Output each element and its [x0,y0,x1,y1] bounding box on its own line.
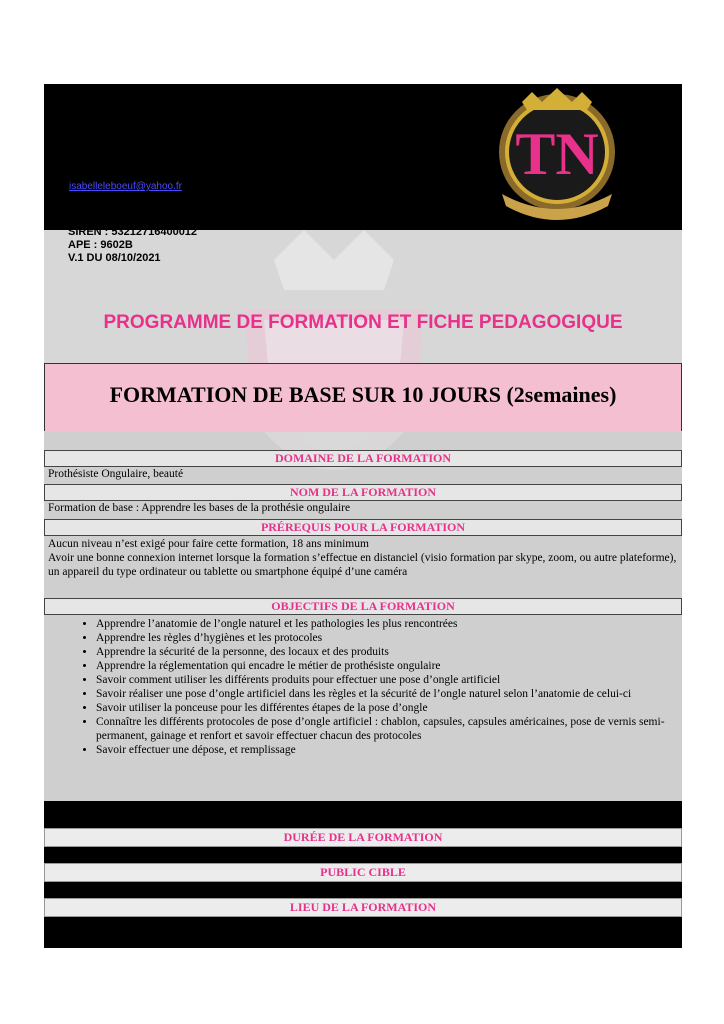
objectives-list [48,617,678,757]
objective-item: • Apprendre les règles d’hygiènes et les protocoles [96,631,678,645]
document-version: V.1 DU 08/10/2021 [68,252,161,264]
objective-item: • Savoir effectuer une dépose, et remplissage [96,743,678,757]
section-heading-objectifs: OBJECTIFS DE LA FORMATION [44,598,682,615]
document-page [44,84,682,948]
brand-logo [482,84,632,230]
company-identity [68,226,197,265]
objective-item: • Savoir comment utiliser les différents produits pour effectuer une pose d’ongle artificiel [96,673,678,687]
siren-number: SIREN : 53212716400012 [68,226,198,238]
objectives-list-container [48,617,678,757]
section-heading-domaine: DOMAINE DE LA FORMATION [44,450,682,467]
formation-content [44,431,682,801]
section-text-domaine: Prothésiste Ongulaire, beauté [48,468,184,480]
logo-text: TN [515,121,599,187]
section-heading-lieu: LIEU DE LA FORMATION [44,898,682,917]
footer-zone [44,801,682,948]
section-heading-duree: DURÉE DE LA FORMATION [44,828,682,847]
email-link[interactable]: isabelleleboeuf@yahoo.fr [69,181,183,192]
main-title: FORMATION DE BASE SUR 10 JOURS (2semaines) [109,382,617,407]
objective-item: • Apprendre la sécurité de la personne, des locaux et des produits [96,645,678,659]
section-heading-nom: NOM DE LA FORMATION [44,484,682,501]
prerequis-line-2: Avoir une bonne connexion internet lorsque la formation s’effectue en distanciel (visio formation par skype, zoom, ou autre plateforme), un appareil du type ordinateur ou tablette ou smartphone équipé d’une caméra [48,552,677,578]
prerequis-line-1: Aucun niveau n’est exigé pour faire cette formation, 18 ans minimum [48,538,369,550]
objective-item: • Apprendre la réglementation qui encadre le métier de prothésiste ongulaire [96,659,678,673]
section-text-prerequis [48,537,678,579]
objective-item: • Apprendre l’anatomie de l’ongle naturel et les pathologies les plus rencontrées [96,617,678,631]
section-heading-prerequis: PRÉREQUIS POUR LA FORMATION [44,519,682,536]
objective-item: • Savoir utiliser la ponceuse pour les différentes étapes de la pose d’ongle [96,701,678,715]
section-text-nom: Formation de base : Apprendre les bases de la prothésie ongulaire [48,502,351,514]
header-bar [44,84,682,230]
program-title: PROGRAMME DE FORMATION ET FICHE PEDAGOGIQUE [103,312,623,333]
ape-code: APE : 9602B [68,239,133,251]
objective-item: • Connaître les différents protocoles de pose d’ongle artificiel : chablon, capsules, capsules américaines, pose de vernis semi-permanent, gainage et renfort et savoir effectuer chacun des protocoles [96,715,678,743]
main-title-box [44,363,682,432]
section-heading-public: PUBLIC CIBLE [44,863,682,882]
objective-item: • Savoir réaliser une pose d’ongle artificiel dans les règles et la sécurité de l’ongle naturel selon l’anatomie de celui-ci [96,687,678,701]
